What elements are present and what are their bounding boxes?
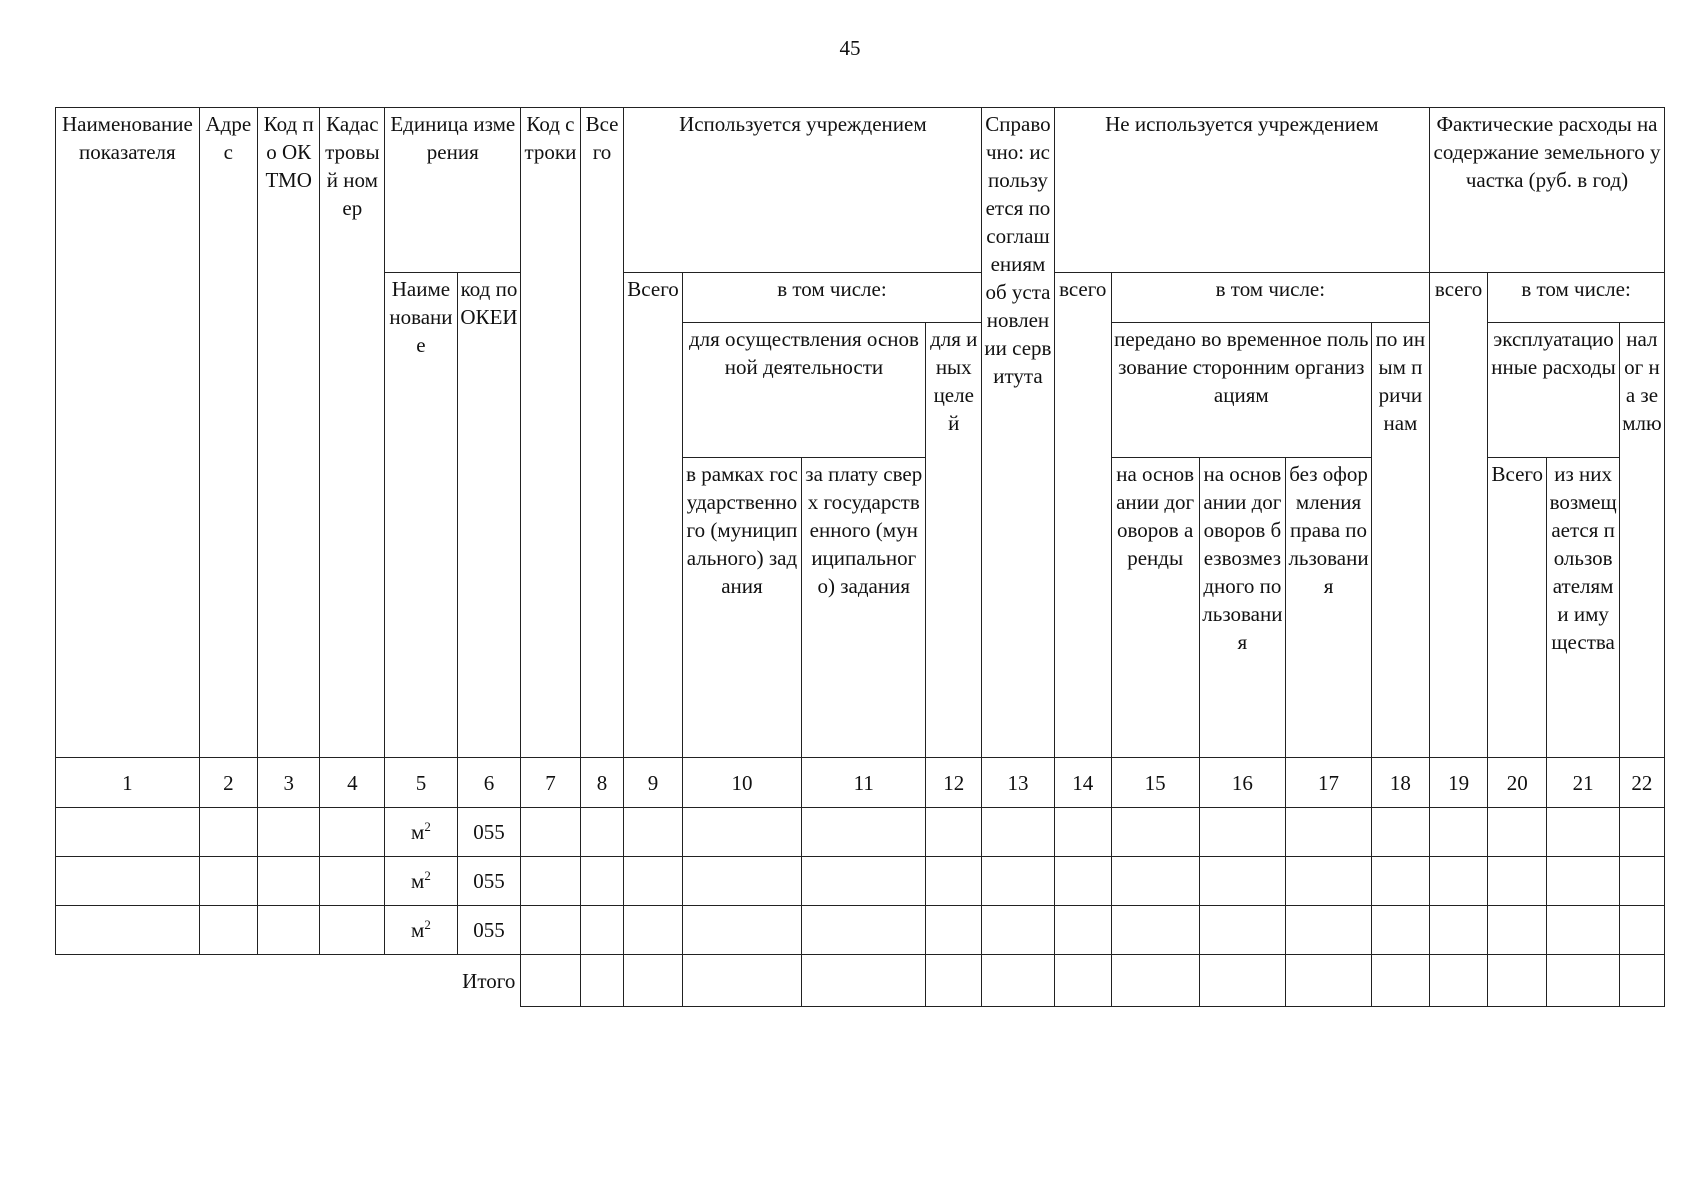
unit-cell: $м^2$	[385, 857, 457, 906]
total-cell[interactable]	[682, 955, 802, 1007]
data-cell[interactable]	[580, 808, 624, 857]
column-number: 12	[926, 758, 982, 808]
data-cell[interactable]	[682, 906, 802, 955]
data-cell[interactable]	[1286, 857, 1372, 906]
header-land-tax: налог на землю	[1619, 323, 1664, 758]
header-not-used-by-institution: Не используется учреждением	[1054, 108, 1429, 273]
data-cell[interactable]	[521, 808, 580, 857]
data-cell[interactable]	[926, 808, 982, 857]
header-unit-name: Наименование	[385, 273, 457, 758]
column-number: 18	[1371, 758, 1429, 808]
data-cell[interactable]	[982, 857, 1054, 906]
data-cell[interactable]	[1371, 808, 1429, 857]
data-cell[interactable]	[624, 906, 682, 955]
header-unit-of-measure: Единица измерения	[385, 108, 521, 273]
address-cell[interactable]	[199, 808, 257, 857]
header-lease-agreements: на основании договоров аренды	[1111, 458, 1199, 758]
column-number: 17	[1286, 758, 1372, 808]
data-cell[interactable]	[1286, 808, 1372, 857]
header-operating-total: Всего	[1488, 458, 1547, 758]
column-number: 13	[982, 758, 1054, 808]
header-row-code: Код строки	[521, 108, 580, 758]
data-cell[interactable]	[521, 857, 580, 906]
column-number: 10	[682, 758, 802, 808]
column-number: 7	[521, 758, 580, 808]
data-cell[interactable]	[1619, 906, 1664, 955]
okei-cell: 055	[457, 906, 521, 955]
data-cell[interactable]	[1547, 808, 1619, 857]
header-cadastral-number: Кадастровый номер	[320, 108, 385, 758]
total-cell[interactable]	[521, 955, 580, 1007]
table-row	[56, 808, 1665, 857]
land-plot-report-table	[55, 107, 1665, 1007]
header-free-use-agreements: на основании договоров безвозмездного пользования	[1199, 458, 1286, 758]
column-number: 8	[580, 758, 624, 808]
column-number: 6	[457, 758, 521, 808]
header-without-registration: без оформления права пользования	[1286, 458, 1372, 758]
total-cell[interactable]	[1371, 955, 1429, 1007]
data-cell[interactable]	[1371, 906, 1429, 955]
total-row	[56, 955, 1665, 1007]
column-number: 9	[624, 758, 682, 808]
table-row	[56, 857, 1665, 906]
indicator-cell[interactable]	[56, 808, 200, 857]
data-cell[interactable]	[1547, 857, 1619, 906]
address-cell[interactable]	[199, 857, 257, 906]
header-address: Адрес	[199, 108, 257, 758]
total-cell[interactable]	[624, 955, 682, 1007]
column-number: 22	[1619, 758, 1664, 808]
header-fee-above-assignment: за плату сверх государственного (муниципального) задания	[802, 458, 926, 758]
header-including-used: в том числе:	[682, 273, 982, 323]
oktmo-cell[interactable]	[257, 906, 320, 955]
column-number: 5	[385, 758, 457, 808]
data-cell[interactable]	[802, 808, 926, 857]
unit-cell: $м^2$	[385, 808, 457, 857]
indicator-cell[interactable]	[56, 906, 200, 955]
header-including-not-used: в том числе:	[1111, 273, 1429, 323]
total-spacer	[257, 955, 320, 1007]
data-cell[interactable]	[1488, 808, 1547, 857]
data-cell[interactable]	[982, 808, 1054, 857]
header-okei-code: код по ОКЕИ	[457, 273, 521, 758]
data-cell[interactable]	[1429, 857, 1487, 906]
total-cell[interactable]	[1488, 955, 1547, 1007]
oktmo-cell[interactable]	[257, 857, 320, 906]
total-cell[interactable]	[1286, 955, 1372, 1007]
header-costs-total: всего	[1429, 273, 1487, 758]
header-indicator-name: Наименование показателя	[56, 108, 200, 758]
total-spacer	[199, 955, 257, 1007]
data-cell[interactable]	[1547, 906, 1619, 955]
data-cell[interactable]	[1429, 808, 1487, 857]
address-cell[interactable]	[199, 906, 257, 955]
total-spacer	[320, 955, 385, 1007]
column-number: 21	[1547, 758, 1619, 808]
cadastral-cell[interactable]	[320, 857, 385, 906]
data-cell[interactable]	[1111, 906, 1199, 955]
column-number: 1	[56, 758, 200, 808]
total-spacer	[385, 955, 457, 1007]
data-cell[interactable]	[802, 906, 926, 955]
data-cell[interactable]	[682, 857, 802, 906]
okei-cell: 055	[457, 857, 521, 906]
data-cell[interactable]	[1054, 808, 1111, 857]
data-cell[interactable]	[624, 808, 682, 857]
header-other-reasons: по иным причинам	[1371, 323, 1429, 758]
header-main-activity: для осуществления основной деятельности	[682, 323, 926, 458]
header-oktmo-code: Код по ОКТМО	[257, 108, 320, 758]
data-cell[interactable]	[580, 857, 624, 906]
total-cell[interactable]	[1547, 955, 1619, 1007]
total-cell[interactable]	[982, 955, 1054, 1007]
header-total: Всего	[580, 108, 624, 758]
total-cell[interactable]	[580, 955, 624, 1007]
table-row	[56, 906, 1665, 955]
indicator-cell[interactable]	[56, 857, 200, 906]
data-cell[interactable]	[926, 906, 982, 955]
data-cell[interactable]	[1199, 857, 1286, 906]
header-operating-costs: эксплуатационные расходы	[1488, 323, 1620, 458]
data-cell[interactable]	[1054, 857, 1111, 906]
header-not-used-total: всего	[1054, 273, 1111, 758]
total-label: Итого	[457, 955, 521, 1007]
oktmo-cell[interactable]	[257, 808, 320, 857]
data-cell[interactable]	[926, 857, 982, 906]
total-cell[interactable]	[1111, 955, 1199, 1007]
header-used-total: Всего	[624, 273, 682, 758]
data-cell[interactable]	[1488, 857, 1547, 906]
data-cell[interactable]	[1429, 906, 1487, 955]
data-cell[interactable]	[1371, 857, 1429, 906]
data-cell[interactable]	[802, 857, 926, 906]
total-cell[interactable]	[1199, 955, 1286, 1007]
data-cell[interactable]	[682, 808, 802, 857]
column-number: 20	[1488, 758, 1547, 808]
okei-cell: 055	[457, 808, 521, 857]
data-cell[interactable]	[1619, 857, 1664, 906]
data-cell[interactable]	[1199, 906, 1286, 955]
data-cell[interactable]	[521, 906, 580, 955]
total-spacer	[56, 955, 200, 1007]
header-reimbursed-by-users: из них возмещается пользователями имущества	[1547, 458, 1619, 758]
header-within-state-assignment: в рамках государственного (муниципального) задания	[682, 458, 802, 758]
header-actual-costs: Фактические расходы на содержание земельного участка (руб. в год)	[1429, 108, 1664, 273]
total-cell[interactable]	[1619, 955, 1664, 1007]
data-cell[interactable]	[1488, 906, 1547, 955]
cadastral-cell[interactable]	[320, 808, 385, 857]
total-cell[interactable]	[1054, 955, 1111, 1007]
column-number: 15	[1111, 758, 1199, 808]
cadastral-cell[interactable]	[320, 906, 385, 955]
column-number: 14	[1054, 758, 1111, 808]
data-cell[interactable]	[1054, 906, 1111, 955]
header-including-costs: в том числе:	[1488, 273, 1665, 323]
data-cell[interactable]	[1111, 808, 1199, 857]
header-row-1	[56, 108, 1665, 273]
total-cell[interactable]	[1429, 955, 1487, 1007]
column-number: 16	[1199, 758, 1286, 808]
header-temporary-use: передано во временное пользование сторонним организациям	[1111, 323, 1371, 458]
data-cell[interactable]	[580, 906, 624, 955]
data-cell[interactable]	[982, 906, 1054, 955]
column-numbers-row	[56, 758, 1665, 808]
header-other-purposes: для иных целей	[926, 323, 982, 758]
total-cell[interactable]	[926, 955, 982, 1007]
column-number: 2	[199, 758, 257, 808]
header-used-by-institution: Используется учреждением	[624, 108, 982, 273]
column-number: 11	[802, 758, 926, 808]
page-number: 45	[839, 36, 861, 60]
data-cell[interactable]	[624, 857, 682, 906]
unit-cell: $м^2$	[385, 906, 457, 955]
column-number: 19	[1429, 758, 1487, 808]
data-cell[interactable]	[1111, 857, 1199, 906]
total-cell[interactable]	[802, 955, 926, 1007]
header-reference-servitude: Справочно: используется по соглашениям об установлении сервитута	[982, 108, 1054, 758]
data-cell[interactable]	[1286, 906, 1372, 955]
data-cell[interactable]	[1199, 808, 1286, 857]
column-number: 4	[320, 758, 385, 808]
data-cell[interactable]	[1619, 808, 1664, 857]
column-number: 3	[257, 758, 320, 808]
